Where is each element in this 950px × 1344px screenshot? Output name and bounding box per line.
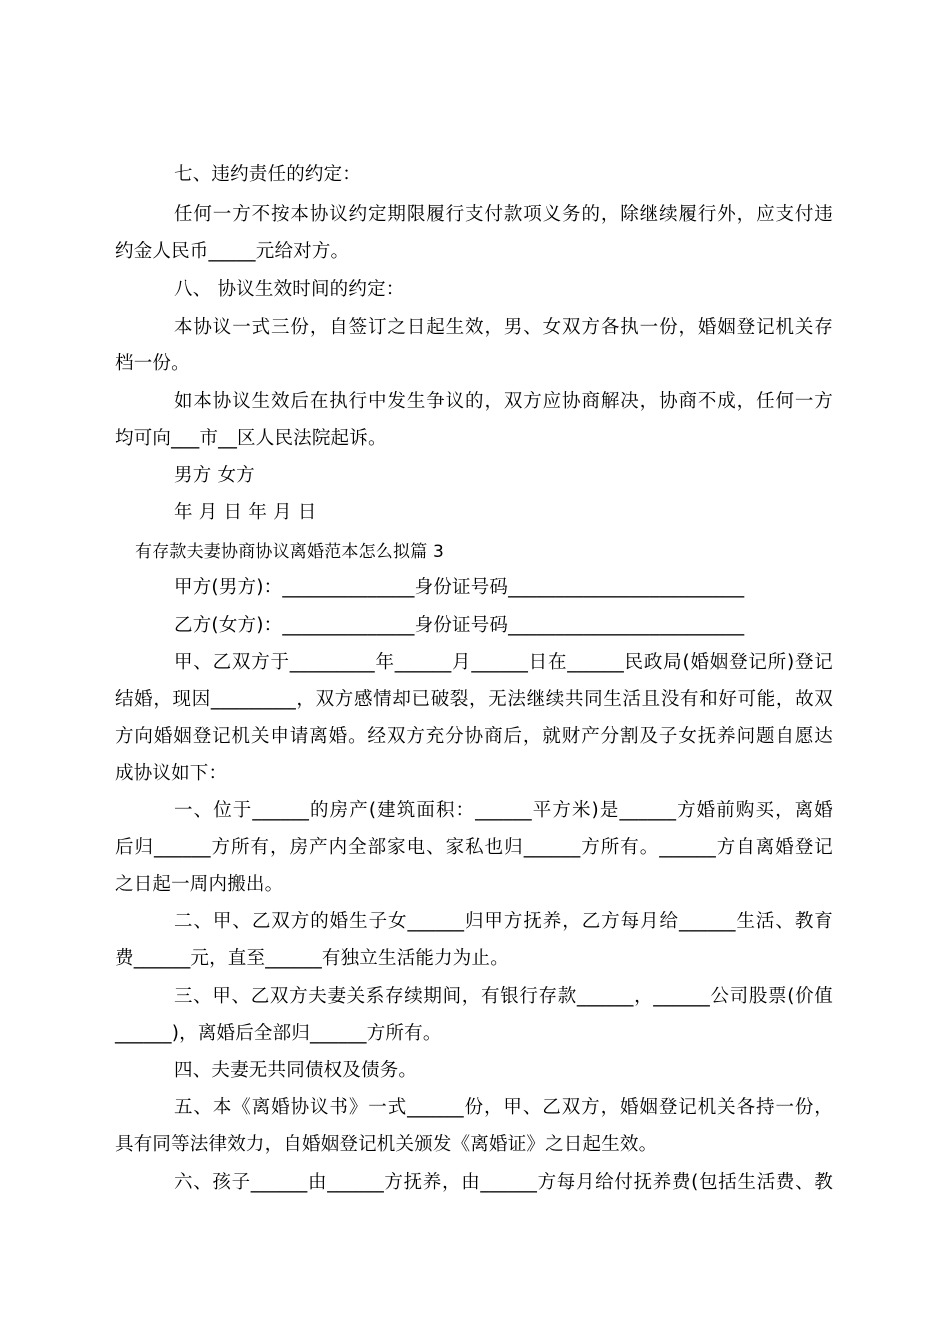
section-heading-effective-time: 八、 协议生效时间的约定：	[174, 279, 405, 300]
paragraph-line: 成协议如下：	[115, 763, 228, 784]
signature-parties-line: 男方 女方	[174, 465, 255, 486]
clause-one-line: 一、位于______的房产(建筑面积：______平方米)是______方婚前购买，离婚	[174, 800, 833, 821]
clause-two-line: 费______元，直至______有独立生活能力为止。	[115, 948, 509, 969]
paragraph-line: 如本协议生效后在执行中发生争议的，双方应协商解决，协商不成，任何一方	[174, 391, 833, 412]
clause-five-line: 五、本《离婚协议书》一式______份，甲、乙双方，婚姻登记机关各持一份，	[174, 1097, 833, 1118]
paragraph-line: 本协议一式三份，自签订之日起生效，男、女双方各执一份，婚姻登记机关存	[174, 317, 833, 338]
clause-five-line: 具有同等法律效力，自婚姻登记机关颁发《离婚证》之日起生效。	[115, 1134, 658, 1155]
article-title: 有存款夫妻协商协议离婚范本怎么拟篇 3	[135, 542, 445, 562]
paragraph-line: 结婚，现因_________，双方感情却已破裂，无法继续共同生活且没有和好可能，故双	[115, 689, 833, 710]
signature-date-line: 年 月 日 年 月 日	[174, 502, 317, 523]
clause-six-line: 六、孩子______由______方抚养，由______方每月给付抚养费(包括生活费、教	[174, 1172, 833, 1193]
party-a-line: 甲方(男方)：______________身份证号码_________________________	[174, 577, 745, 598]
clause-four-line: 四、夫妻无共同债权及债务。	[174, 1060, 418, 1081]
clause-two-line: 二、甲、乙双方的婚生子女______归甲方抚养，乙方每月给______生活、教育	[174, 911, 833, 932]
paragraph-line: 甲、乙双方于_________年______月______日在______民政局(婚姻登记所)登记	[174, 652, 833, 673]
clause-three-line: 三、甲、乙双方夫妻关系存续期间，有银行存款______，______公司股票(价值	[174, 986, 833, 1007]
section-heading-breach-liability: 七、违约责任的约定：	[174, 164, 362, 185]
paragraph-line: 任何一方不按本协议约定期限履行支付款项义务的，除继续履行外，应支付违	[174, 204, 833, 225]
party-b-line: 乙方(女方)：______________身份证号码_________________________	[174, 615, 745, 636]
clause-three-line: ______)，离婚后全部归______方所有。	[115, 1023, 442, 1044]
clause-one-line: 之日起一周内搬出。	[115, 874, 284, 895]
paragraph-line: 方向婚姻登记机关申请离婚。经双方充分协商后，就财产分割及子女抚养问题自愿达	[115, 726, 833, 747]
paragraph-line: 约金人民币_____元给对方。	[115, 241, 350, 262]
paragraph-line: 均可向___市__区人民法院起诉。	[115, 428, 387, 449]
clause-one-line: 后归______方所有，房产内全部家电、家私也归______方所有。______方自离婚登记	[115, 837, 833, 858]
paragraph-line: 档一份。	[115, 353, 190, 374]
